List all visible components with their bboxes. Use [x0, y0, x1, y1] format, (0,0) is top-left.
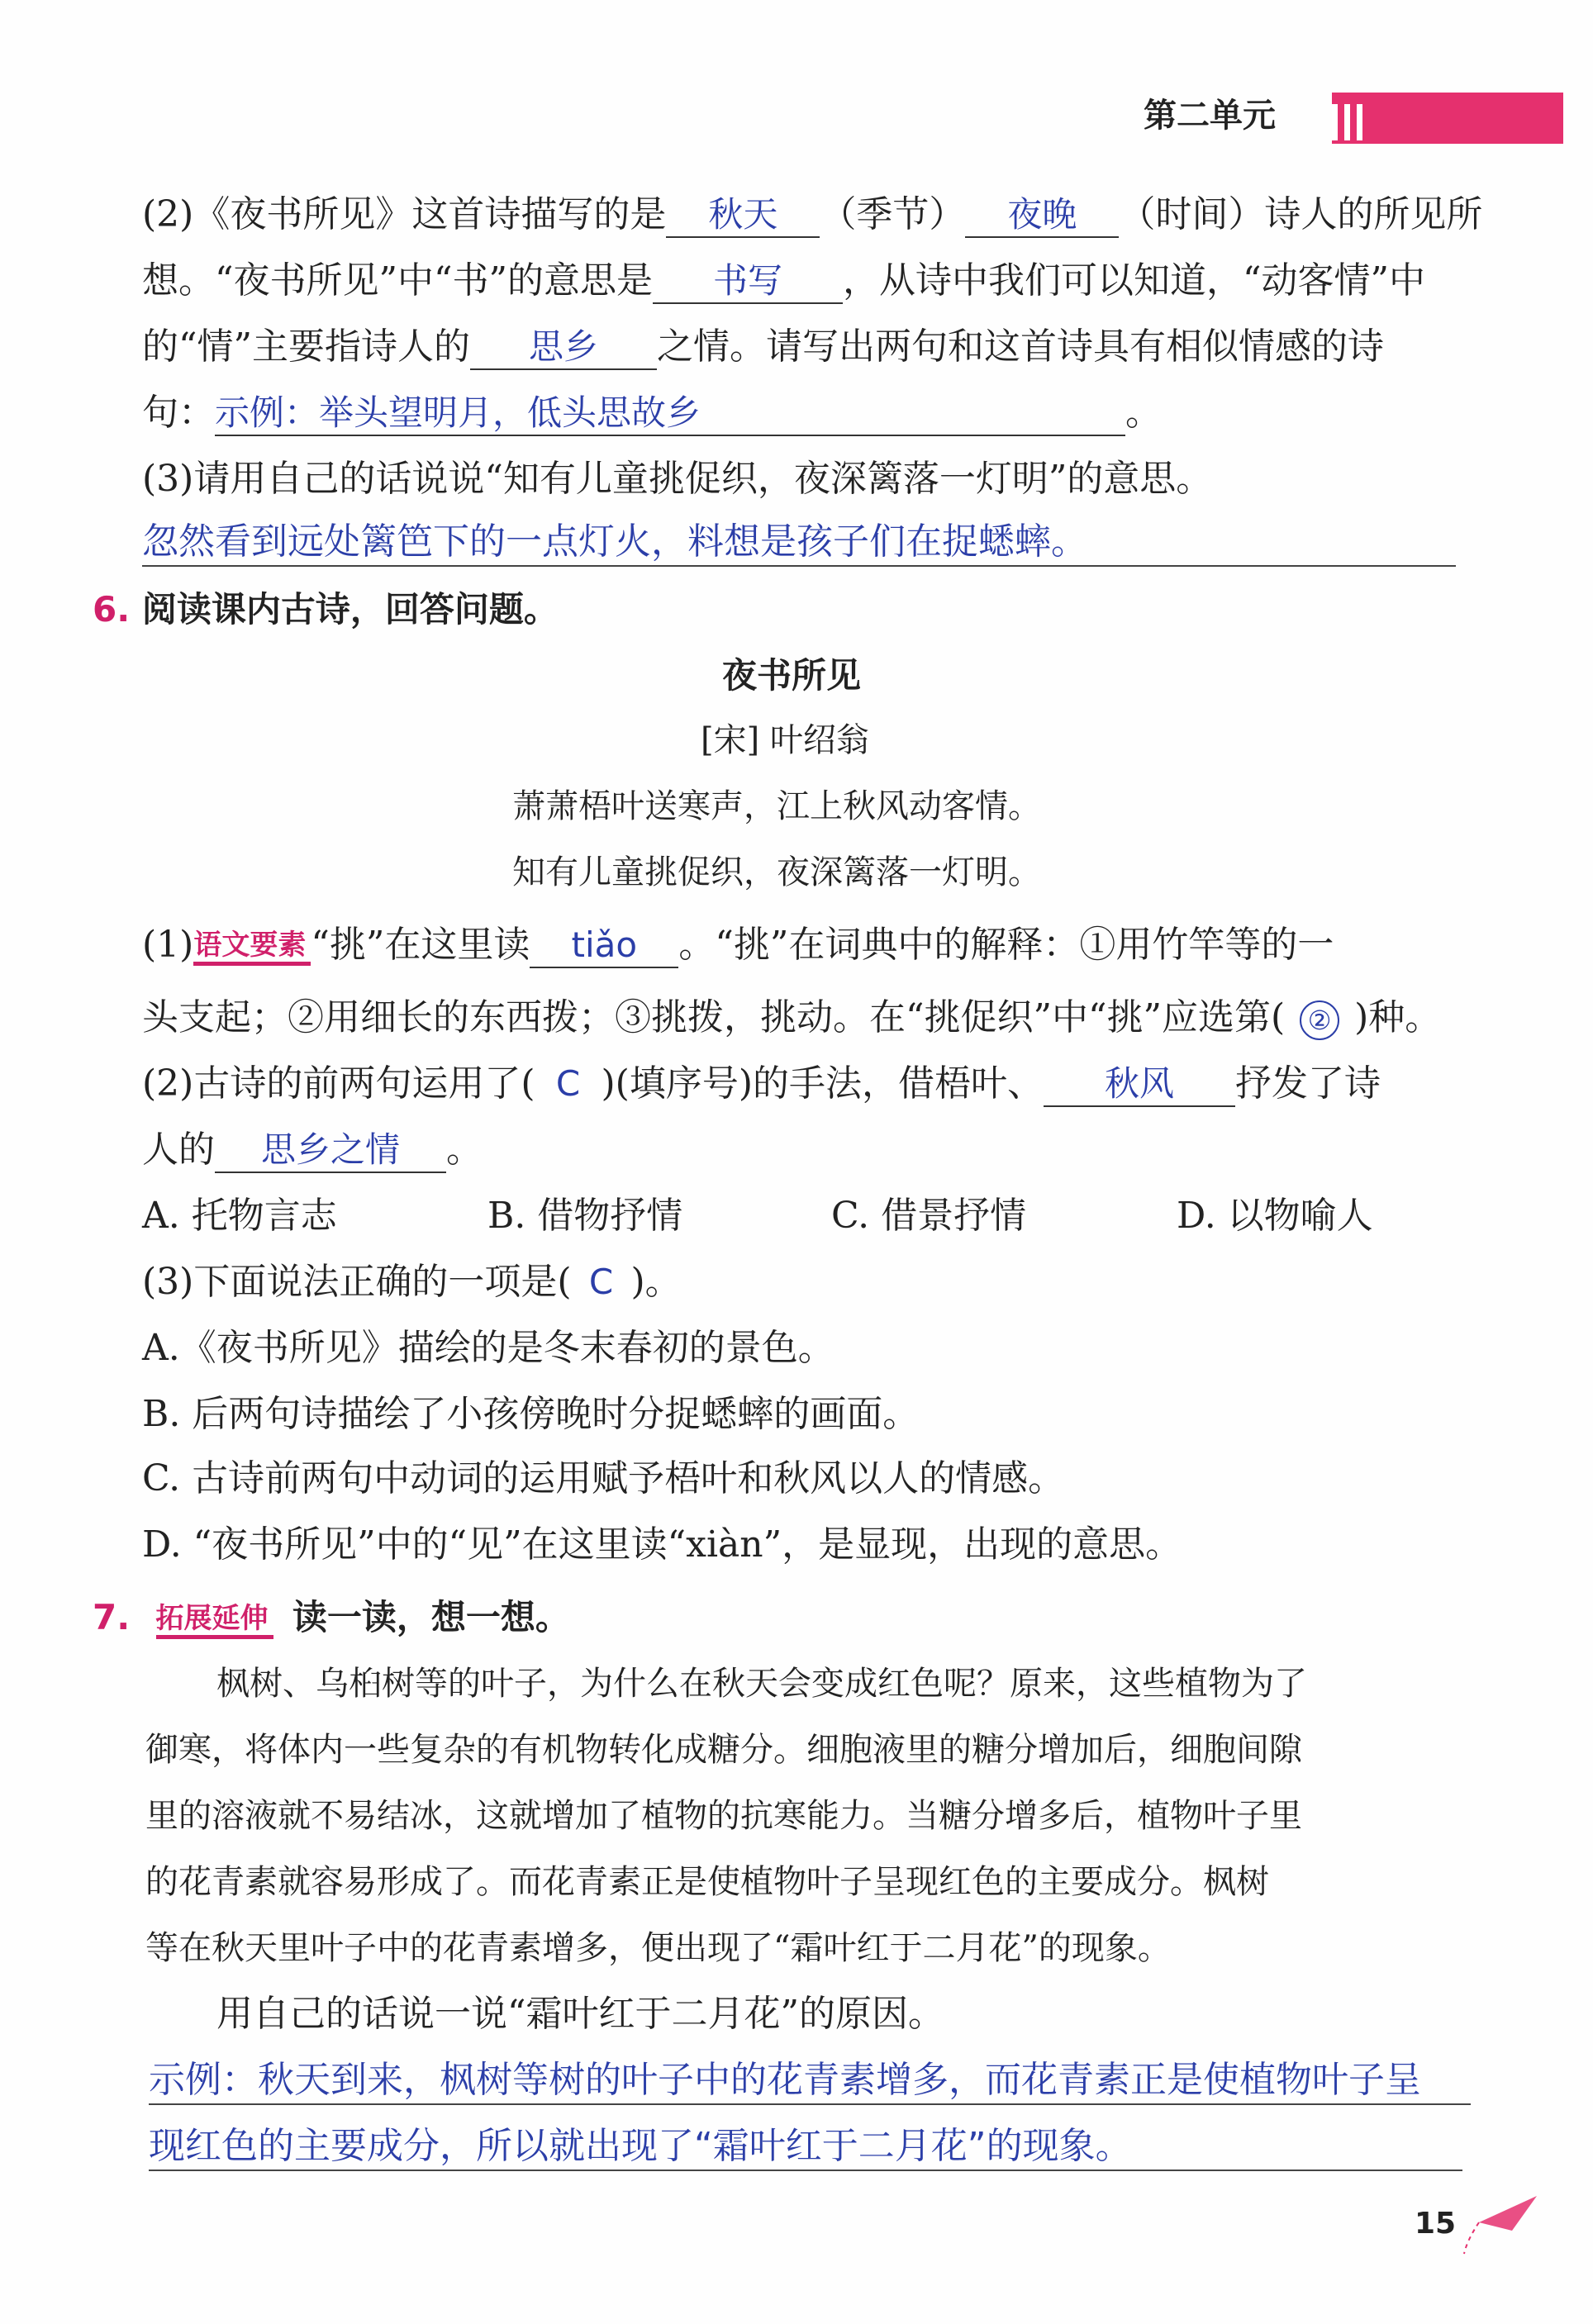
q7-para-2: 御寒，将体内一些复杂的有机物转化成糖分。细胞液里的糖分增加后，细胞间隙: [145, 1731, 1302, 1769]
q6-stmt-b: B. 后两句诗描绘了小孩傍晚时分捉蟋蟀的画面。: [142, 1393, 920, 1435]
answer-qing: 思乡: [470, 326, 657, 370]
tag-yuwen-yaosu: 语文要素: [193, 929, 311, 966]
q5-p2-line1: (2)《夜书所见》这首诗描写的是 秋天 （季节） 夜晚 （时间）诗人的所见所: [142, 192, 1482, 238]
q6-stmt-d: D. “夜书所见”中的“见”在这里读“xiàn”，是显现，出现的意思。: [142, 1523, 1182, 1566]
answer-emotion: 思乡之情: [215, 1129, 446, 1173]
q6-p3: (3)下面说法正确的一项是( C )。: [142, 1259, 682, 1305]
q6-stmt-a: A.《夜书所见》描绘的是冬末春初的景色。: [142, 1327, 835, 1369]
answer-wind: 秋风: [1044, 1062, 1235, 1107]
header-bar: [1332, 93, 1563, 144]
q7-prompt: 用自己的话说一说“霜叶红于二月花”的原因。: [216, 1993, 944, 2035]
unit-title: 第二单元: [1144, 97, 1276, 135]
q6-heading: 6. 阅读课内古诗，回答问题。: [93, 589, 559, 630]
q6-stmt-c: C. 古诗前两句中动词的运用赋予梧叶和秋风以人的情感。: [142, 1457, 1065, 1499]
q7-para-4: 的花青素就容易形成了。而花青素正是使植物叶子呈现红色的主要成分。枫树: [145, 1863, 1269, 1901]
answer-poem: 示例：举头望明月，低头思故乡: [215, 392, 1125, 436]
q6-option-a: A. 托物言志: [142, 1195, 337, 1237]
answer-tiao: tiǎo: [530, 924, 678, 968]
poem-line-1: 萧萧梧叶送寒声，江上秋风动客情。: [512, 787, 1041, 825]
poem-author: [宋] 叶绍翁: [701, 721, 869, 759]
q6-option-c: C. 借景抒情: [831, 1195, 1027, 1237]
q7-para-5: 等在秋天里叶子中的花青素增多，便出现了“霜叶红于二月花”的现象。: [145, 1929, 1171, 1967]
q7-para-3: 里的溶液就不易结冰，这就增加了植物的抗寒能力。当糖分增多后，植物叶子里: [145, 1797, 1302, 1835]
q6-p1-line2: 头支起；②用细长的东西拨；③挑拨，挑动。在“挑促织”中“挑”应选第( ② )种。: [142, 996, 1442, 1038]
poem-line-2: 知有儿童挑促织，夜深篱落一灯明。: [512, 853, 1041, 891]
q7-heading: 7. 拓展延伸 读一读，想一想。: [93, 1597, 570, 1637]
tag-tuozhan-yanshen: 拓展延伸: [156, 1602, 273, 1639]
q5-p3: (3)请用自己的话说说“知有儿童挑促织，夜深篱落一灯明”的意思。: [142, 458, 1213, 500]
q6-p1-line1: (1)语文要素 “挑”在这里读 tiǎo 。“挑”在词典中的解释：①用竹竿等的一: [142, 922, 1334, 968]
paper-plane-icon: [1462, 2189, 1542, 2255]
answer-c2: C: [588, 1262, 614, 1302]
q5-p2-line4: 句：示例：举头望明月，低头思故乡 。: [142, 390, 1162, 436]
q7-answer-line-2: 现红色的主要成分，所以就出现了“霜叶红于二月花”的现象。: [149, 2123, 1462, 2171]
answer-shu: 书写: [653, 259, 843, 304]
q7-answer-line-1: 示例：秋天到来，枫树等树的叶子中的花青素增多，而花青素正是使植物叶子呈: [149, 2057, 1471, 2105]
poem-title: 夜书所见: [722, 655, 862, 696]
answer-choice: ②: [1300, 1000, 1339, 1040]
q6-option-b: B. 借物抒情: [487, 1195, 683, 1237]
page-number: 15: [1415, 2207, 1457, 2241]
q5-p2-line3: 的“情”主要指诗人的 思乡 之情。请写出两句和这首诗具有相似情感的诗: [142, 324, 1384, 370]
answer-time: 夜晚: [965, 193, 1119, 238]
q6-p2-line2: 人的 思乡之情 。: [142, 1127, 483, 1173]
q5-p2-line2: 想。“夜书所见”中“书”的意思是 书写 ，从诗中我们可以知道，“动客情”中: [142, 258, 1425, 304]
answer-p3: 忽然看到远处篱笆下的一点灯火，料想是孩子们在捉蟋蟀。: [142, 519, 1456, 567]
q6-p2-line1: (2)古诗的前两句运用了( C )(填序号)的手法，借梧叶、 秋风 抒发了诗: [142, 1061, 1381, 1107]
q7-para-1: 枫树、乌桕树等的叶子，为什么在秋天会变成红色呢？原来，这些植物为了: [216, 1665, 1307, 1703]
answer-c1: C: [555, 1063, 581, 1104]
q6-option-d: D. 以物喻人: [1177, 1195, 1373, 1237]
answer-season: 秋天: [666, 193, 820, 238]
